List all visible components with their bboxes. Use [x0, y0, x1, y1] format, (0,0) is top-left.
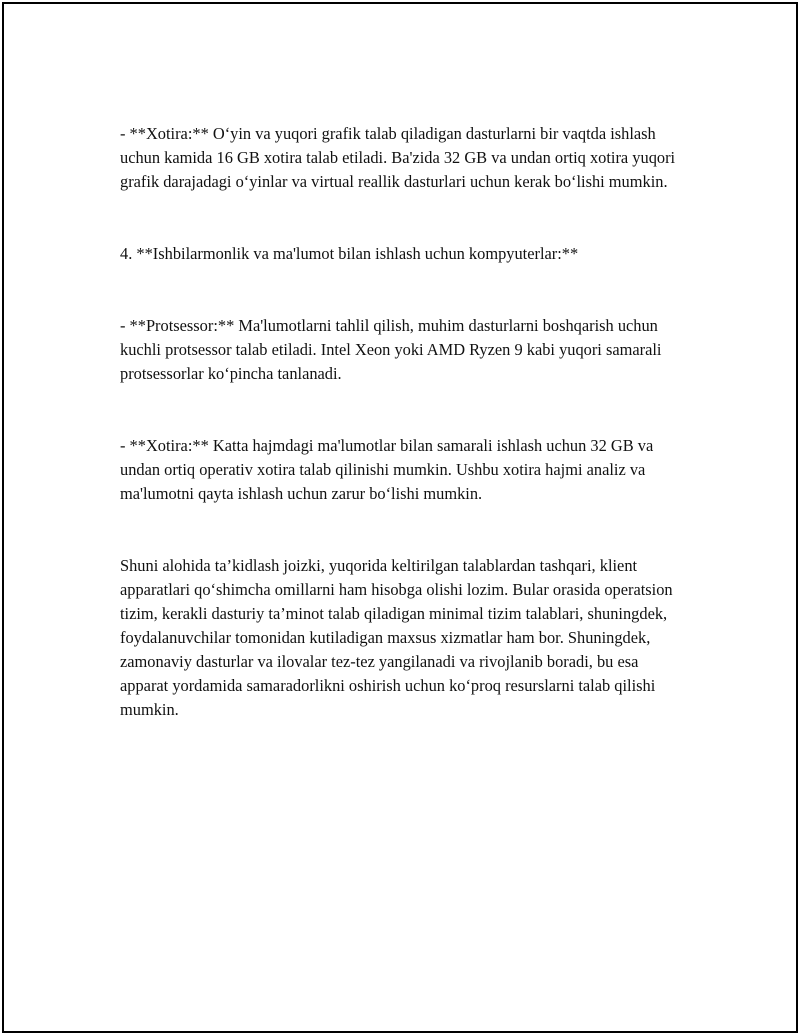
heading-business-computers: 4. **Ishbilarmonlik va ma'lumot bilan ishlash uchun kompyuterlar:** [120, 244, 579, 263]
document-body [120, 98, 690, 770]
paragraph-memory-business: - **Xotira:** Katta hajmdagi ma'lumotlar bilan samarali ishlash uchun 32 GB va undan ortiq operativ xotira talab qilinishi mumkin. Ushbu xotira hajmi analiz va ma'lumotni qayta ishlash uchun zarur bo‘lishi mumkin. [120, 436, 654, 503]
page-frame [2, 2, 798, 1033]
paragraph-conclusion: Shuni alohida ta’kidlash joizki, yuqorida keltirilgan talablardan tashqari, klient apparatlari qo‘shimcha omillarni ham hisobga olishi lozim. Bular orasida operatsion tizim, kerakli dasturiy ta’minot talab qiladigan minimal tizim talablari, shuningdek, foydalanuvchilar tomonidan kutiladigan maxsus xizmatlar ham bor. Shuningdek, zamonaviy dasturlar va ilovalar tez-tez yangilanadi va rivojlanib boradi, bu esa apparat yordamida samaradorlikni oshirish uchun ko‘proq resurslarni talab qilishi mumkin. [120, 556, 673, 719]
paragraph-processor-business: - **Protsessor:** Ma'lumotlarni tahlil qilish, muhim dasturlarni boshqarish uchun kuchli protsessor talab etiladi. Intel Xeon yoki AMD Ryzen 9 kabi yuqori samarali protsessorlar ko‘pincha tanlanadi. [120, 316, 662, 383]
paragraph-memory-gaming: - **Xotira:** O‘yin va yuqori grafik talab qiladigan dasturlarni bir vaqtda ishlash uchun kamida 16 GB xotira talab etiladi. Ba'zida 32 GB va undan ortiq xotira yuqori grafik darajadagi o‘yinlar va virtual reallik dasturlari uchun kerak bo‘lishi mumkin. [120, 124, 676, 191]
